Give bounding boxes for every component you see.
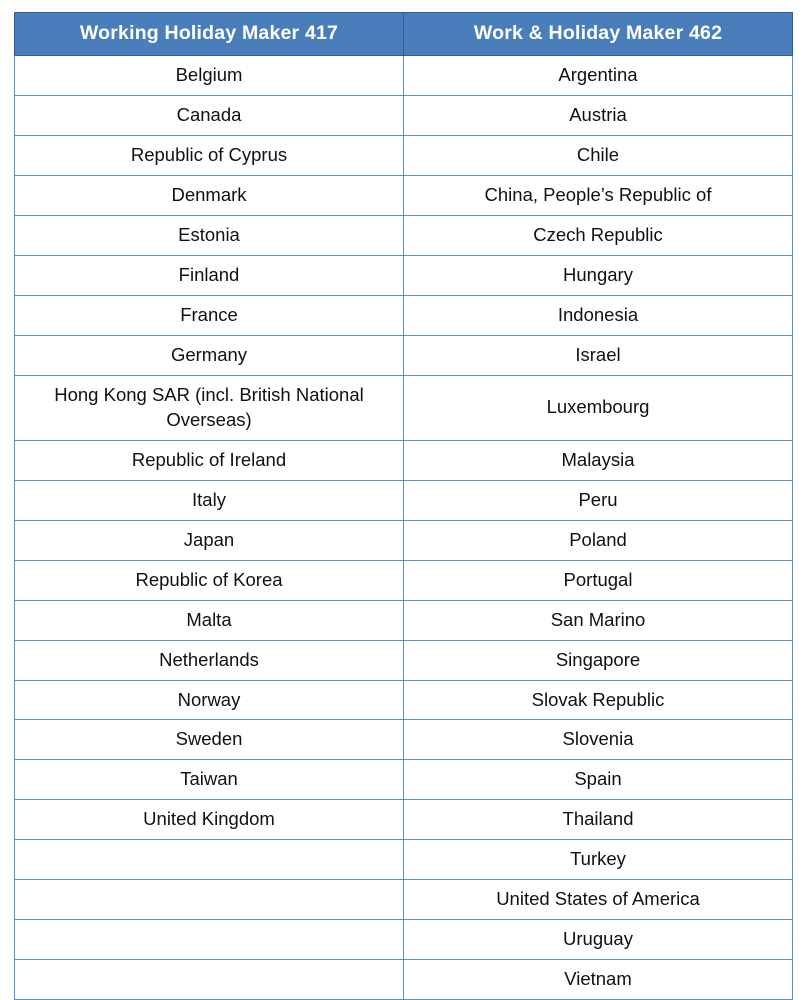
table-cell-country: Slovak Republic [404, 680, 793, 720]
table-row [15, 640, 793, 680]
table-cell-country: Sweden [15, 720, 404, 760]
column-header-462: Work & Holiday Maker 462 [404, 13, 793, 56]
table-cell-empty [15, 840, 404, 880]
table-cell-country: Estonia [15, 215, 404, 255]
column-header-417: Working Holiday Maker 417 [15, 13, 404, 56]
table-row [15, 800, 793, 840]
table-cell-country: Hungary [404, 255, 793, 295]
table-cell-country: Netherlands [15, 640, 404, 680]
table-cell-country: Norway [15, 680, 404, 720]
table-cell-country: Spain [404, 760, 793, 800]
table-cell-country: Czech Republic [404, 215, 793, 255]
table-cell-country: Portugal [404, 560, 793, 600]
table-cell-country: Chile [404, 135, 793, 175]
table-cell-country: Austria [404, 95, 793, 135]
table-cell-country: France [15, 295, 404, 335]
table-row [15, 520, 793, 560]
table-cell-country: Republic of Cyprus [15, 135, 404, 175]
table-row [15, 255, 793, 295]
table-cell-country: Indonesia [404, 295, 793, 335]
table-cell-country: Italy [15, 480, 404, 520]
table-cell-empty [15, 920, 404, 960]
table-row [15, 175, 793, 215]
table-row [15, 920, 793, 960]
table-row [15, 960, 793, 1000]
table-row [15, 480, 793, 520]
table-cell-country: Peru [404, 480, 793, 520]
table-row [15, 760, 793, 800]
table-row [15, 560, 793, 600]
table-cell-country: Hong Kong SAR (incl. British National Overseas) [15, 375, 404, 440]
table-cell-country: Malaysia [404, 440, 793, 480]
table-cell-country: Slovenia [404, 720, 793, 760]
table-cell-country: Thailand [404, 800, 793, 840]
table-header [15, 13, 793, 56]
table-cell-country: Argentina [404, 56, 793, 96]
table-cell-country: Republic of Korea [15, 560, 404, 600]
table-row [15, 840, 793, 880]
table-cell-country: Turkey [404, 840, 793, 880]
table-cell-country: United Kingdom [15, 800, 404, 840]
table-cell-country: Japan [15, 520, 404, 560]
table-cell-country: San Marino [404, 600, 793, 640]
table-cell-country: Vietnam [404, 960, 793, 1000]
table-row [15, 375, 793, 440]
table-row [15, 295, 793, 335]
table-header-row [15, 13, 793, 56]
table-cell-country: Poland [404, 520, 793, 560]
table-row [15, 440, 793, 480]
table-cell-country: Republic of Ireland [15, 440, 404, 480]
visa-subclass-country-table [14, 12, 793, 1000]
table-cell-country: Uruguay [404, 920, 793, 960]
table-row [15, 600, 793, 640]
table-row [15, 135, 793, 175]
table-cell-country: Denmark [15, 175, 404, 215]
table-row [15, 880, 793, 920]
table-row [15, 215, 793, 255]
table-cell-country: Germany [15, 335, 404, 375]
table-cell-country: Singapore [404, 640, 793, 680]
table-cell-country: United States of America [404, 880, 793, 920]
table-cell-empty [15, 960, 404, 1000]
table-cell-country: Belgium [15, 56, 404, 96]
table-cell-country: Luxembourg [404, 375, 793, 440]
table-row [15, 56, 793, 96]
table-cell-country: China, People’s Republic of [404, 175, 793, 215]
table-cell-country: Malta [15, 600, 404, 640]
table-body [15, 56, 793, 1000]
table-cell-country: Israel [404, 335, 793, 375]
table-row [15, 720, 793, 760]
table-cell-empty [15, 880, 404, 920]
table-row [15, 680, 793, 720]
table-cell-country: Canada [15, 95, 404, 135]
table-row [15, 335, 793, 375]
table-cell-country: Finland [15, 255, 404, 295]
table-row [15, 95, 793, 135]
table-cell-country: Taiwan [15, 760, 404, 800]
